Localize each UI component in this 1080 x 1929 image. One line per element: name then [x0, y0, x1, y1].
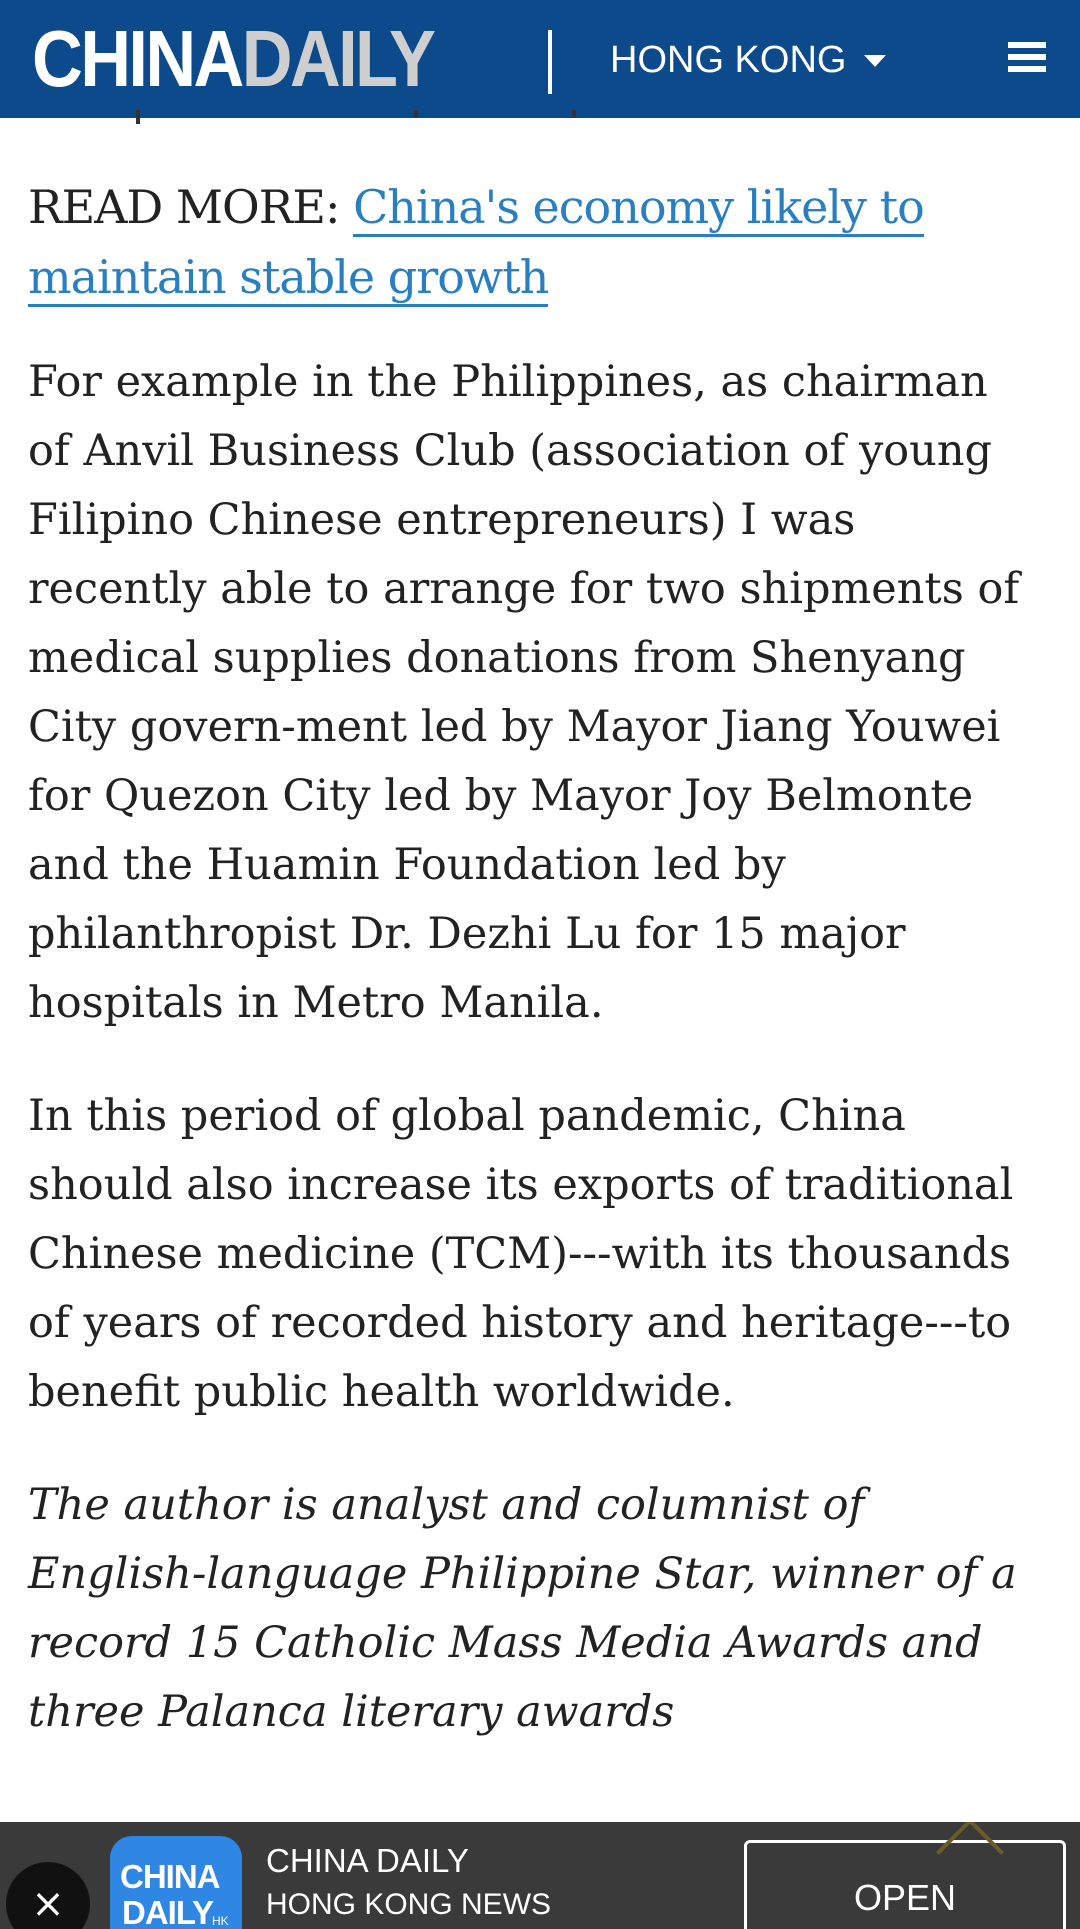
article-body — [28, 172, 1048, 1790]
read-more-label: READ MORE: — [28, 180, 340, 234]
read-more-link[interactable]: China's economy likely to maintain stable growth — [28, 180, 924, 307]
glyph-fragment — [414, 110, 418, 118]
glyph-fragment — [572, 110, 576, 118]
app-icon-line2: DAILY — [122, 1894, 213, 1929]
app-name: CHINA DAILY — [266, 1842, 469, 1879]
author-note: The author is analyst and columnist of English-language Philippine Star, winner of a record 15 Catholic Mass Media Awards and three Palanca literary awards — [28, 1480, 1017, 1737]
app-icon-line1: CHINA — [120, 1858, 220, 1895]
hamburger-menu-icon[interactable] — [1008, 42, 1046, 72]
app-subtitle: HONG KONG NEWS — [266, 1888, 552, 1921]
logo-daily-text: DAILY — [241, 14, 434, 103]
app-download-banner — [0, 1822, 1080, 1929]
china-daily-logo[interactable] — [32, 14, 433, 104]
close-banner-button[interactable]: × — [6, 1862, 90, 1929]
app-icon[interactable] — [110, 1836, 242, 1929]
glyph-fragment — [136, 110, 140, 124]
menu-line — [1008, 54, 1046, 60]
article-paragraph: For example in the Philippines, as chairman of Anvil Business Club (association of young Filipino Chinese entrepreneurs) I was recently able to arrange for two shipments of medical supplies donations from Shenyang City govern-ment led by Mayor Jiang Youwei for Quezon City led by Mayor Joy Belmonte and the Huamin Foundation led by philanthropist Dr. Dezhi Lu for 15 major hospitals in Metro Manila. — [28, 357, 1020, 1028]
menu-line — [1008, 66, 1046, 72]
app-icon-region: HK — [212, 1914, 229, 1928]
menu-line — [1008, 42, 1046, 48]
article-paragraph: In this period of global pandemic, China should also increase its exports of traditional Chinese medicine (TCM)---with its thousands of years of recorded history and heritage---to benefit public health worldwide. — [28, 1091, 1014, 1417]
region-label: HONG KONG — [610, 38, 847, 81]
read-more — [28, 172, 968, 312]
logo-china-text: CHINA — [32, 14, 242, 103]
open-app-button[interactable]: OPEN — [744, 1840, 1066, 1929]
header-divider — [548, 30, 552, 94]
top-navigation-bar — [0, 0, 1080, 118]
clipped-text-line — [28, 110, 1028, 130]
region-selector[interactable] — [610, 32, 886, 88]
caret-down-icon — [864, 55, 886, 67]
